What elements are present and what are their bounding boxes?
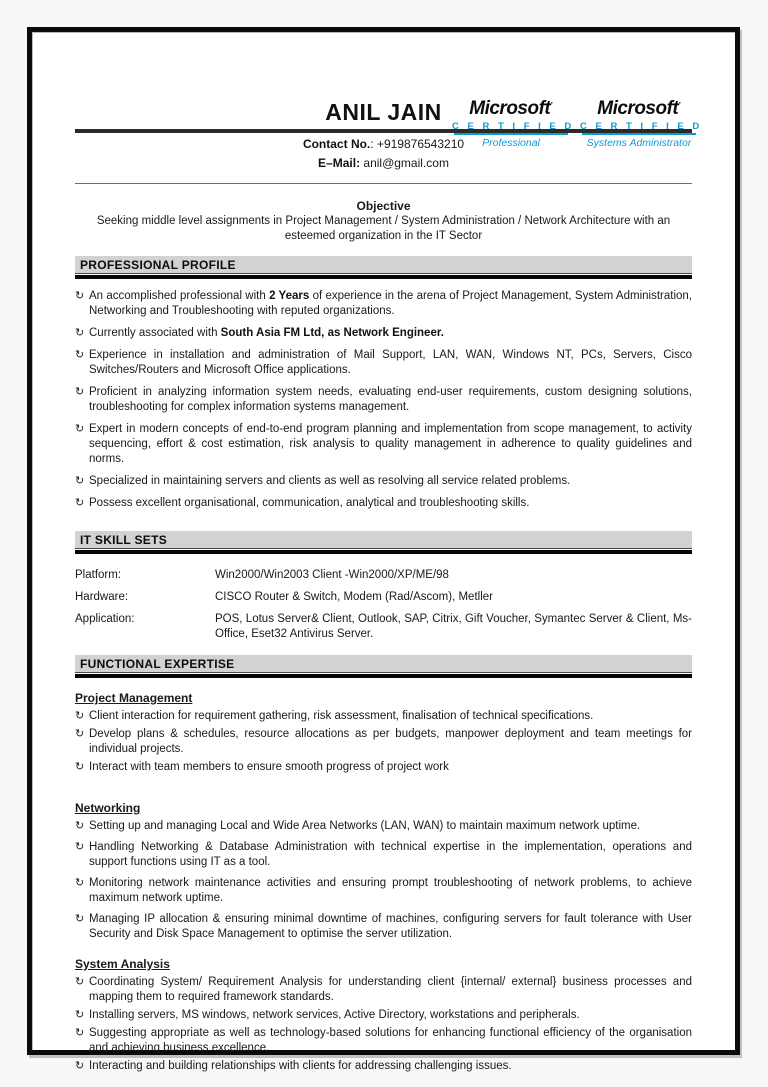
skills-value: CISCO Router & Switch, Modem (Rad/Ascom), Metller [215, 591, 493, 603]
bullet-item [75, 385, 692, 415]
skills-table [75, 568, 692, 642]
bullet-item [75, 709, 692, 724]
networking-group [75, 801, 692, 942]
certification-logos [452, 98, 703, 149]
bullet-arrow-icon: ↻ [75, 1027, 85, 1039]
bullet-item [75, 876, 692, 906]
microsoft-certified-systems-administrator-logo [580, 98, 703, 149]
objective-text: Seeking middle level assignments in Project Management / System Administration / Network Architecture with an esteemed organization in the IT Sector [96, 215, 671, 242]
section-rule [75, 674, 692, 678]
bullet-arrow-icon: ↻ [75, 327, 85, 339]
bullet-item [75, 760, 692, 775]
bullet-text: Managing IP allocation & ensuring minimal downtime of machines, configuring servers for fault tolerance with User Security and Disk Space Management to optimise the server utilization. [89, 913, 692, 940]
it-skill-sets-heading: IT SKILL SETS [75, 531, 692, 549]
bullet-arrow-icon: ↻ [75, 1009, 85, 1021]
bullet-item [75, 819, 692, 834]
bullet-item [75, 840, 692, 870]
networking-title: Networking [75, 801, 141, 815]
skills-row [75, 590, 692, 605]
bullet-item [75, 1059, 692, 1074]
bullet-text: Interact with team members to ensure smooth progress of project work [89, 761, 449, 773]
bullet-item [75, 912, 692, 942]
bullet-arrow-icon: ↻ [75, 976, 85, 988]
bullet-text: Develop plans & schedules, resource allocations as per budgets, manpower deployment and team meetings for individual projects. [89, 728, 692, 755]
bullet-text: Monitoring network maintenance activities and ensuring prompt troubleshooting of network problems, to achieve maximum network uptime. [89, 877, 692, 904]
bullet-text: Setting up and managing Local and Wide Area Networks (LAN, WAN) to maintain maximum network uptime. [89, 820, 641, 832]
bullet-text: Proficient in analyzing information system needs, evaluating end-user requirements, custom designing solutions, troubleshooting for complex information systems management. [89, 386, 692, 413]
email-value: anil@gmail.com [360, 156, 449, 170]
bullet-arrow-icon: ↻ [75, 290, 85, 302]
functional-expertise-section [75, 655, 692, 1074]
bullet-item [75, 727, 692, 757]
skills-value: POS, Lotus Server& Client, Outlook, SAP, Citrix, Gift Voucher, Symantec Server & Client, Ms-Office, Eset32 Antivirus Server. [215, 613, 692, 640]
trademark-dot: · [550, 98, 553, 108]
bullet-arrow-icon: ↻ [75, 913, 85, 925]
resume-page [27, 27, 740, 1072]
bullet-arrow-icon: ↻ [75, 728, 85, 740]
section-rule [75, 275, 692, 279]
objective-section [75, 199, 692, 243]
bullet-text: Suggesting appropriate as well as technology-based solutions for enhancing functional efficiency of the organisation and achieving business excellence. [89, 1027, 692, 1054]
bullet-arrow-icon: ↻ [75, 761, 85, 773]
bullet-arrow-icon: ↻ [75, 710, 85, 722]
logo-underline [454, 133, 568, 135]
bullet-item [75, 326, 692, 341]
skills-row [75, 612, 692, 642]
system-analysis-title: System Analysis [75, 957, 170, 971]
bullet-item [75, 496, 692, 511]
section-rule [75, 550, 692, 554]
bullet-text: Expert in modern concepts of end-to-end program planning and implementation from scope management, to activity sequencing, effort & cost estimation, risk analysis to quality management in adherence to quality guidelines and norms. [89, 423, 692, 465]
microsoft-certified-professional-logo [452, 98, 575, 149]
bullet-item [75, 1008, 692, 1023]
bullet-text: Client interaction for requirement gathering, risk assessment, finalisation of technical specifications. [89, 710, 594, 722]
professional-profile-bullets [75, 289, 692, 511]
contact-label: Contact No. [302, 137, 371, 151]
networking-bullets [75, 819, 692, 942]
skills-row [75, 568, 692, 583]
resume-header [75, 98, 703, 184]
bullet-arrow-icon: ↻ [75, 1060, 85, 1072]
bullet-arrow-icon: ↻ [75, 349, 85, 361]
bullet-item [75, 348, 692, 378]
skills-value: Win2000/Win2003 Client -Win2000/XP/ME/98 [215, 569, 449, 581]
microsoft-brand-text: Microsoft· [597, 98, 681, 119]
bullet-arrow-icon: ↻ [75, 820, 85, 832]
bullet-text: Installing servers, MS windows, network services, Active Directory, workstations and peripherals. [89, 1009, 580, 1021]
skills-label: Hardware: [75, 591, 129, 603]
email-label: E–Mail: [318, 156, 361, 170]
skills-label: Application: [75, 613, 135, 625]
bullet-text: An accomplished professional with 2 Years of experience in the arena of Project Management, System Administration, Networking and Troubleshooting with reputed organizations. [89, 290, 692, 317]
professional-profile-heading: PROFESSIONAL PROFILE [75, 256, 692, 274]
bullet-arrow-icon: ↻ [75, 423, 85, 435]
bullet-text: Experience in installation and administration of Mail Support, LAN, WAN, Windows NT, PCs, Servers, Cisco Switches/Routers and Microsoft Office applications. [89, 349, 692, 376]
functional-expertise-heading: FUNCTIONAL EXPERTISE [75, 655, 692, 673]
bullet-text: Possess excellent organisational, communication, analytical and troubleshooting skills. [89, 497, 530, 509]
bullet-text: Currently associated with South Asia FM Ltd, as Network Engineer. [89, 327, 444, 339]
contact-value: : +919876543210 [370, 137, 465, 151]
professional-profile-section [75, 256, 692, 511]
microsoft-brand-text: Microsoft· [469, 98, 553, 119]
email-line [75, 156, 692, 171]
bullet-text: Specialized in maintaining servers and clients as well as resolving all service related problems. [89, 475, 571, 487]
bullet-arrow-icon: ↻ [75, 877, 85, 889]
project-management-group [75, 691, 692, 775]
certified-text: C E R T I F I E D [580, 120, 703, 132]
logo-underline [582, 133, 696, 135]
bullet-arrow-icon: ↻ [75, 841, 85, 853]
project-management-title: Project Management [75, 691, 193, 705]
logo-label: Professional [482, 136, 540, 149]
bullet-arrow-icon: ↻ [75, 386, 85, 398]
bullet-arrow-icon: ↻ [75, 497, 85, 509]
logo-label: Systems Administrator [586, 136, 692, 149]
project-management-bullets [75, 709, 692, 775]
it-skill-sets-section [75, 531, 692, 642]
bullet-text: Coordinating System/ Requirement Analysis for understanding client {internal/ external} business processes and mapping them to required framework standards. [89, 976, 692, 1003]
certified-text: C E R T I F I E D [452, 120, 575, 132]
objective-heading: Objective [356, 199, 411, 213]
bullet-item [75, 1026, 692, 1056]
system-analysis-bullets [75, 975, 692, 1074]
thin-rule [75, 183, 692, 184]
bullet-item [75, 422, 692, 467]
trademark-dot: · [678, 98, 681, 108]
bullet-text: Handling Networking & Database Administration with technical expertise in the implementation, operations and support functions using IT as a tool. [89, 841, 692, 868]
bullet-arrow-icon: ↻ [75, 475, 85, 487]
bullet-item [75, 289, 692, 319]
skills-label: Platform: [75, 569, 122, 581]
system-analysis-group [75, 957, 692, 1074]
bullet-item [75, 975, 692, 1005]
bullet-text: Interacting and building relationships with clients for addressing challenging issues. [89, 1060, 512, 1072]
bullet-item [75, 474, 692, 489]
candidate-name: ANIL JAIN [325, 99, 442, 125]
